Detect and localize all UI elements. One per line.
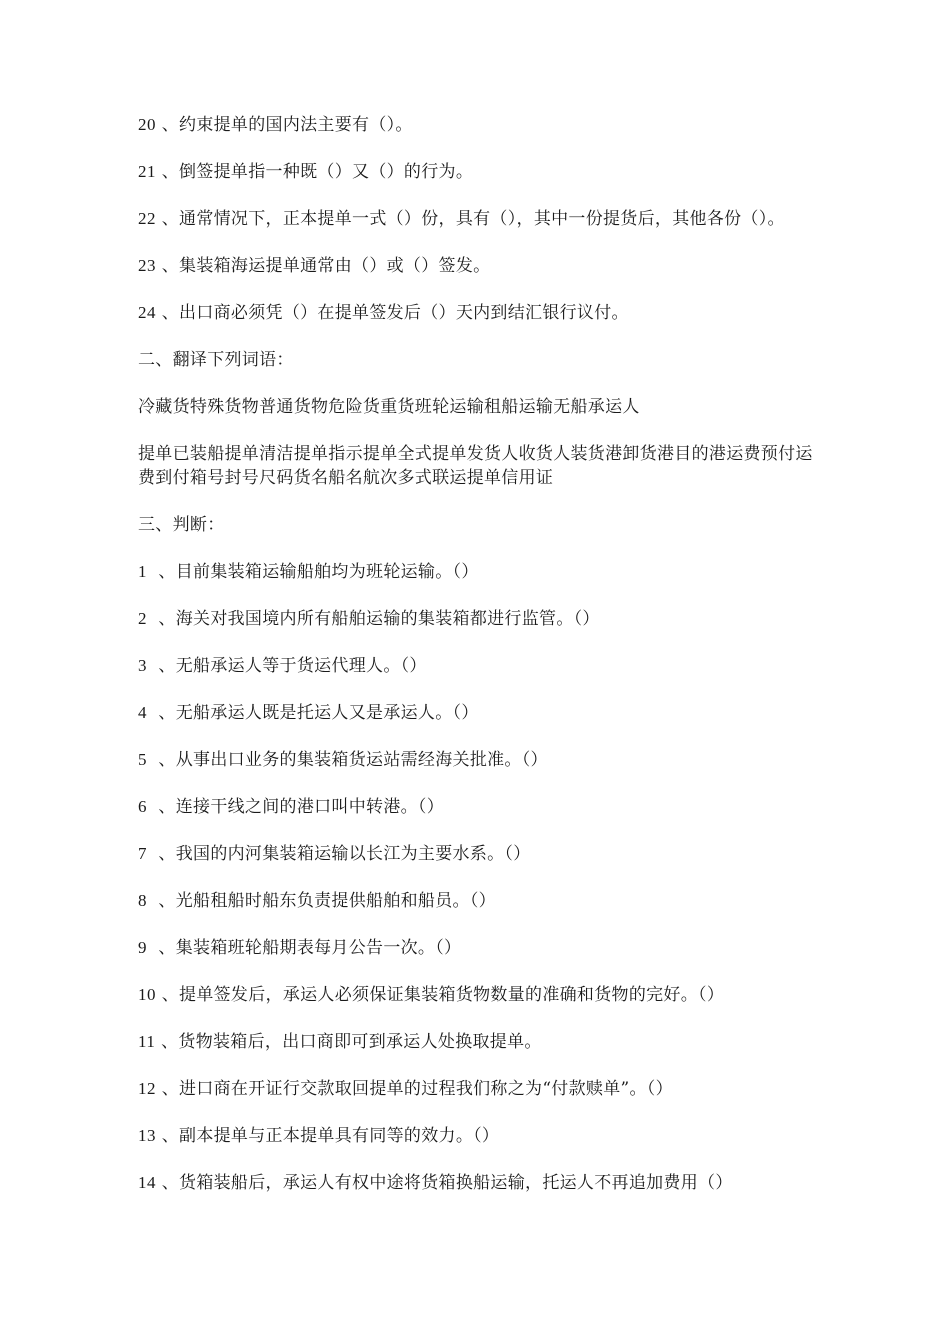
item-text: 、海关对我国境内所有船舶运输的集装箱都进行监管。（） — [158, 609, 600, 629]
item-number: 7 — [138, 844, 147, 863]
item-text: 、出口商必须凭（）在提单签发后（）天内到结汇银行议付。 — [161, 303, 629, 323]
judge-item-14 — [138, 1171, 818, 1195]
item-number: 6 — [138, 797, 147, 816]
item-text: 、集装箱海运提单通常由（）或（）签发。 — [161, 256, 491, 276]
item-number: 13 — [138, 1126, 156, 1145]
item-number: 24 — [138, 303, 156, 322]
item-text: 、提单签发后，承运人必须保证集装箱货物数量的准确和货物的完好。（） — [161, 985, 725, 1005]
fill-item-22 — [138, 207, 818, 231]
item-number: 10 — [138, 985, 156, 1004]
item-text: 、通常情况下，正本提单一式（）份，具有（），其中一份提货后，其他各份（）。 — [161, 209, 785, 229]
item-text: 、进口商在开证行交款取回提单的过程我们称之为“付款赎单”。（） — [161, 1079, 673, 1099]
judge-item-7 — [138, 842, 818, 866]
judge-item-4 — [138, 701, 818, 725]
judge-item-9 — [138, 936, 818, 960]
vocab-line-2: 提单已装船提单清洁提单指示提单全式提单发货人收货人装货港卸货港目的港运费预付运费到付箱号封号尺码货名船名航次多式联运提单信用证 — [138, 444, 813, 488]
judge-item-8 — [138, 889, 818, 913]
judge-list — [138, 560, 818, 1195]
judge-item-12 — [138, 1077, 818, 1101]
judge-item-6 — [138, 795, 818, 819]
item-text: 、我国的内河集装箱运输以长江为主要水系。（） — [158, 844, 531, 864]
item-text: 、无船承运人既是托运人又是承运人。（） — [158, 703, 479, 723]
item-number: 11 — [138, 1032, 156, 1051]
item-number: 22 — [138, 209, 156, 228]
item-text: 、货物装箱后，出口商即可到承运人处换取提单。 — [161, 1032, 542, 1052]
item-text: 、光船租船时船东负责提供船舶和船员。（） — [158, 891, 496, 911]
item-text: 、倒签提单指一种既（）又（）的行为。 — [161, 162, 474, 182]
judge-item-1 — [138, 560, 818, 584]
fill-item-23 — [138, 254, 818, 278]
item-number: 21 — [138, 162, 156, 181]
item-text: 、货箱装船后，承运人有权中途将货箱换船运输，托运人不再追加费用（） — [161, 1173, 733, 1193]
fill-item-20 — [138, 113, 818, 137]
item-text: 、无船承运人等于货运代理人。（） — [158, 656, 427, 676]
item-number: 2 — [138, 609, 147, 628]
item-number: 9 — [138, 938, 147, 957]
item-number: 5 — [138, 750, 147, 769]
item-text: 、约束提单的国内法主要有（）。 — [161, 115, 413, 135]
fill-item-21 — [138, 160, 818, 184]
item-text: 、连接干线之间的港口叫中转港。（） — [158, 797, 445, 817]
vocab-line-1: 冷藏货特殊货物普通货物危险货重货班轮运输租船运输无船承运人 — [138, 397, 640, 417]
judge-item-13 — [138, 1124, 818, 1148]
item-text: 、从事出口业务的集装箱货运站需经海关批准。（） — [158, 750, 548, 770]
item-number: 4 — [138, 703, 147, 722]
judge-item-10 — [138, 983, 818, 1007]
section-heading-judge: 三、判断： — [138, 515, 225, 535]
item-text: 、目前集装箱运输船舶均为班轮运输。（） — [158, 562, 479, 582]
judge-item-11 — [138, 1030, 818, 1054]
item-number: 23 — [138, 256, 156, 275]
judge-item-5 — [138, 748, 818, 772]
item-number: 3 — [138, 656, 147, 675]
item-number: 12 — [138, 1079, 156, 1098]
item-number: 14 — [138, 1173, 156, 1192]
section-heading-translate: 二、翻译下列词语： — [138, 350, 294, 370]
item-text: 、副本提单与正本提单具有同等的效力。（） — [161, 1126, 500, 1146]
judge-item-2 — [138, 607, 818, 631]
item-number: 8 — [138, 891, 147, 910]
fill-item-24 — [138, 301, 818, 325]
item-number: 20 — [138, 115, 156, 134]
judge-item-3 — [138, 654, 818, 678]
item-text: 、集装箱班轮船期表每月公告一次。（） — [158, 938, 462, 958]
document-page — [138, 113, 818, 1218]
item-number: 1 — [138, 562, 147, 581]
